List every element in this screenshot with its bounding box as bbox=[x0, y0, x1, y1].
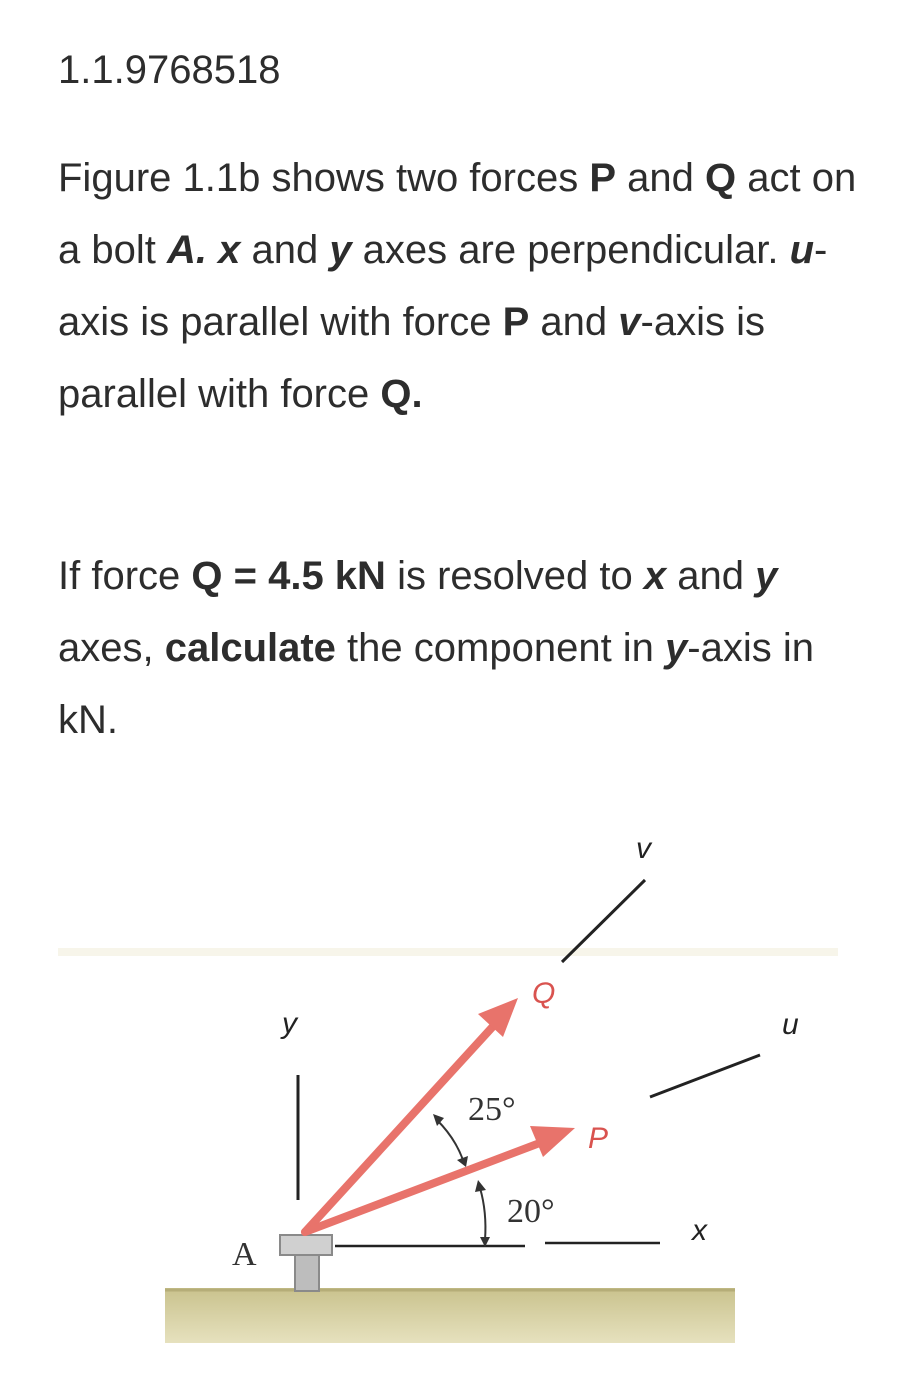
text-run: and bbox=[529, 300, 619, 344]
emphasis-run: y bbox=[755, 554, 778, 598]
emphasis-run: A. bbox=[166, 228, 207, 272]
v-axis-label: v bbox=[636, 832, 651, 865]
bold-run: Q. bbox=[380, 372, 423, 416]
text-run: axes are perpendicular. bbox=[351, 228, 790, 272]
point-a-label: A bbox=[232, 1236, 257, 1273]
angle-20-label: 20° bbox=[507, 1193, 555, 1230]
text-run: is resolved to bbox=[385, 554, 644, 598]
force-p-label: P bbox=[588, 1122, 609, 1155]
document-id: 1.1.9768518 bbox=[58, 48, 281, 92]
y-axis-label: y bbox=[282, 1007, 297, 1040]
x-axis-label: x bbox=[692, 1214, 707, 1247]
emphasis-run: y bbox=[329, 228, 352, 272]
text-run: Figure 1.1b shows two forces bbox=[58, 156, 590, 200]
emphasis-run: u bbox=[789, 228, 815, 272]
emphasis-run: x bbox=[218, 228, 241, 272]
angle-arc-20-arrow-top bbox=[475, 1180, 486, 1192]
u-axis-label: u bbox=[782, 1008, 799, 1041]
text-run bbox=[207, 228, 218, 272]
text-run: and bbox=[616, 156, 706, 200]
bold-run: P bbox=[502, 300, 530, 344]
text-run: and bbox=[666, 554, 756, 598]
text-run: act on a bolt bbox=[58, 156, 857, 272]
text-run: and bbox=[240, 228, 330, 272]
emphasis-run: x bbox=[643, 554, 667, 598]
bolt-head bbox=[280, 1235, 332, 1255]
u-axis-line bbox=[650, 1055, 760, 1097]
emphasis-run: y bbox=[665, 626, 688, 670]
force-q-label: Q bbox=[532, 977, 556, 1010]
bolt-shank bbox=[295, 1255, 319, 1291]
text-run: -axis is parallel with force bbox=[58, 300, 765, 416]
text-run: If force bbox=[58, 554, 192, 598]
question-paragraph bbox=[58, 540, 858, 756]
background-band bbox=[58, 948, 838, 956]
ground bbox=[165, 1288, 735, 1343]
force-diagram bbox=[0, 800, 901, 1398]
text-run: -axis is parallel with force bbox=[58, 228, 828, 344]
bold-run: Q bbox=[705, 156, 737, 200]
bold-run: P bbox=[589, 156, 617, 200]
text-run: -axis in kN. bbox=[58, 626, 814, 742]
emphasis-run: v bbox=[618, 300, 641, 344]
text-run: the component in bbox=[335, 626, 666, 670]
text-run: axes, bbox=[58, 626, 165, 670]
bold-run: calculate bbox=[164, 626, 336, 670]
angle-arc-25 bbox=[437, 1120, 463, 1160]
bold-run: Q = 4.5 kN bbox=[191, 554, 386, 598]
angle-25-label: 25° bbox=[468, 1091, 516, 1128]
problem-statement-paragraph bbox=[58, 142, 858, 430]
angle-arc-20 bbox=[480, 1188, 485, 1240]
force-p-arrowhead bbox=[530, 1126, 575, 1157]
